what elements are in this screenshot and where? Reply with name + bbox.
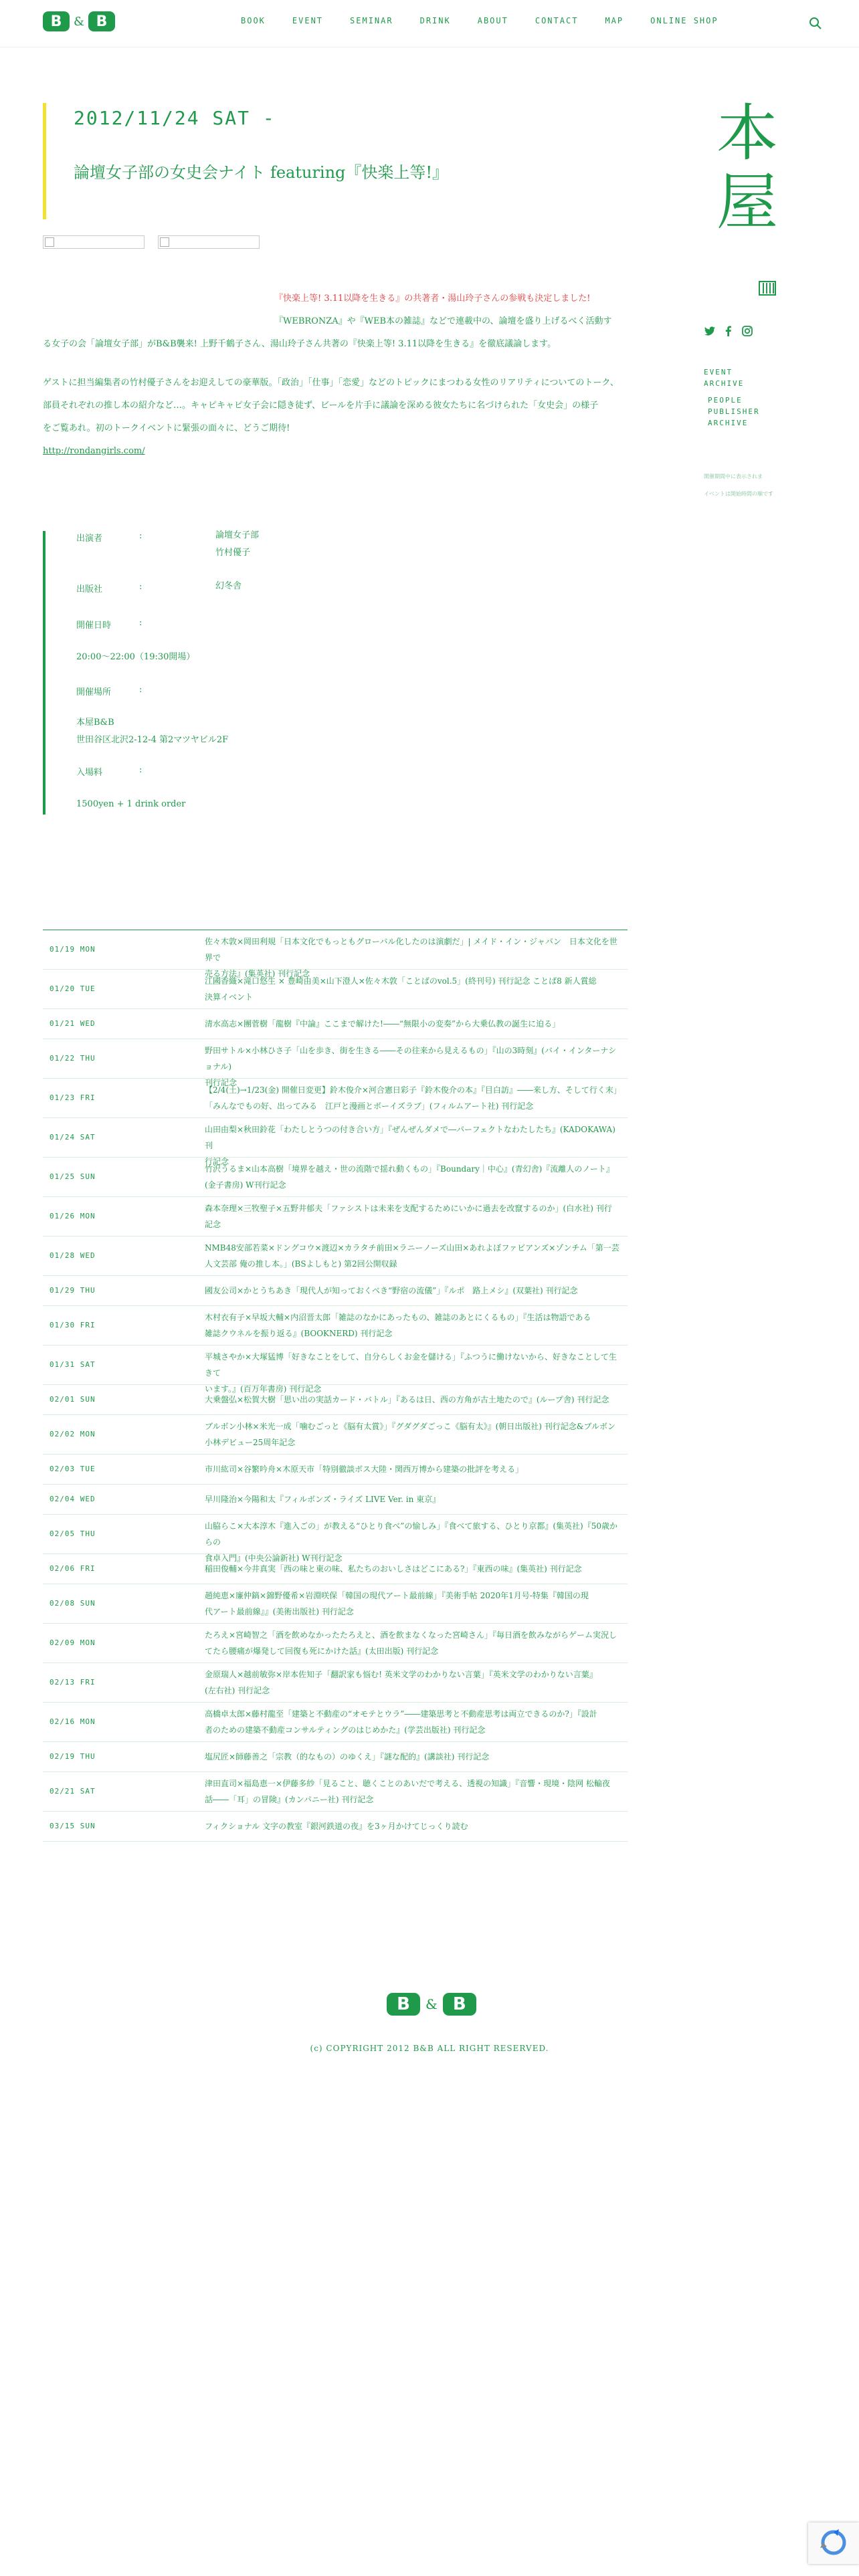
event-row-title-line: 決算イベント xyxy=(205,992,254,1002)
event-row-title-line: 金原瑞人×越前敏弥×岸本佐知子「翻訳家も悩む! 英米文学のわかりない言葉」『英米文学のわかりない言葉』 xyxy=(205,1670,597,1679)
paragraph-2-line-c: をご覧あれ。初のトークイベントに緊張の面々に、どうご期待! xyxy=(43,423,290,433)
copyright: (c) COPYRIGHT 2012 B&B ALL RIGHT RESERVED. xyxy=(310,2044,549,2053)
performer-label: 出演者 xyxy=(76,534,103,544)
event-row-title[interactable] xyxy=(205,1415,621,1454)
event-row-date: 02/04 WED xyxy=(50,1495,96,1503)
event-row-date: 02/13 FRI xyxy=(50,1678,96,1687)
event-row[interactable] xyxy=(43,1306,628,1346)
colon: : xyxy=(139,765,142,775)
paragraph-1-line-b: る女子の会「論壇女子部」がB&B襲来! 上野千鶴子さん、湯山玲子さん共著の『快楽上等! 3.11以降を生きる』を徹底議論します。 xyxy=(43,339,557,349)
event-row-date: 02/08 SUN xyxy=(50,1599,96,1608)
event-row[interactable] xyxy=(43,1455,628,1485)
event-row[interactable] xyxy=(43,1237,628,1276)
list-icon[interactable] xyxy=(759,280,776,297)
paragraph-1-red xyxy=(274,288,622,310)
event-row-title[interactable] xyxy=(205,1554,621,1584)
place-value-2: 世田谷区北沢2-12-4 第2マツヤビル2F xyxy=(76,735,229,745)
event-row-title[interactable] xyxy=(205,1742,621,1772)
publisher-label: 出版社 xyxy=(76,584,103,595)
event-row-title-line: 野田サトル×小林ひさ子「山を歩き、街を生きる――その往来から見えるもの」『山の3時刻』(バイ・インターナショナル) xyxy=(205,1046,617,1071)
side-title-char-1: 本 xyxy=(716,98,778,169)
twitter-icon[interactable] xyxy=(704,325,716,337)
event-row-title[interactable] xyxy=(205,1158,621,1196)
side-menu-title-2: ARCHIVE xyxy=(704,379,745,388)
event-row[interactable] xyxy=(43,1197,628,1237)
event-row-title[interactable] xyxy=(205,1385,621,1414)
event-row-title[interactable] xyxy=(205,1276,621,1305)
event-row-date: 01/30 FRI xyxy=(50,1321,96,1329)
event-row-title[interactable] xyxy=(205,1346,621,1394)
event-row-title-line: 人文芸部 俺の推し本。」(BSよしもと) 第2回公開収録 xyxy=(205,1259,397,1269)
event-row-title[interactable] xyxy=(205,1009,621,1039)
paragraph-2-line-a: ゲストに担当編集者の竹村優子さんをお迎えしての豪華版。「政治」「仕事」「恋愛」などのトピックにまつわる女性のリアリティについてのトーク、 xyxy=(43,378,619,388)
side-menu xyxy=(704,366,760,429)
performer-value-1: 論壇女子部 xyxy=(215,530,260,540)
event-row-date: 01/25 SUN xyxy=(50,1172,96,1181)
event-row-title-line: 売る方法』(集英社) 刊行記念 xyxy=(205,969,310,978)
facebook-icon[interactable] xyxy=(723,325,735,337)
fee-label: 入場料 xyxy=(76,768,103,778)
event-row[interactable] xyxy=(43,1415,628,1455)
event-row-title-line: 塩尻匠×師藤善之「宗教（的なもの）のゆくえ」『謎な配的』(講談社) 刊行記念 xyxy=(205,1752,490,1761)
side-notes xyxy=(704,468,773,503)
event-row-title[interactable] xyxy=(205,1812,621,1841)
event-row-title-line: てたら腰痛が爆発して回復も死にかけた話』(太田出版) 刊行記念 xyxy=(205,1646,439,1656)
event-row-title[interactable] xyxy=(205,1485,621,1514)
nav-book[interactable]: BOOK xyxy=(241,16,266,25)
main-nav xyxy=(241,16,719,25)
event-row-title-line: 平城さやか×大塚猛博「好きなことをして、自分らしくお金を儲ける」『ふつうに働けないから、好きなことして生きて xyxy=(205,1352,617,1378)
event-row-title-line: 山田由梨×秋田鈴花「わたしとうつの付き合い方」『ぜんぜんダメで―パーフェクトなわたしたち』(KADOKAWA) 刊 xyxy=(205,1125,615,1150)
event-row-title-line: 記念 xyxy=(205,1220,221,1229)
event-row-title-line: 雑誌クウネルを振り返る』(BOOKNERD) 刊行記念 xyxy=(205,1329,393,1338)
event-row-date: 02/21 SAT xyxy=(50,1787,96,1796)
footer-logo-b-left: B xyxy=(387,1993,420,2016)
footer-logo[interactable] xyxy=(387,1993,476,2016)
event-row-title-line: 木村衣有子×早坂大輔×内沼晋太郎「雑誌のなかにあったもの、雑誌のあとにくるもの」『生活は物語である xyxy=(205,1313,591,1322)
event-row-title-line: 佐々木敦×岡田利規「日本文化でもっともグローバル化したのは演劇だ」| メイド・イン・ジャパン 日本文化を世界で xyxy=(205,937,617,962)
event-row[interactable] xyxy=(43,1346,628,1394)
event-row-date: 03/15 SUN xyxy=(50,1822,96,1830)
event-row-date: 01/24 SAT xyxy=(50,1133,96,1142)
event-row-title-line: フィクショナル 文字の教室『銀河鉄道の夜』を3ヶ月かけてじっくり読む xyxy=(205,1822,468,1831)
event-row-date: 01/20 TUE xyxy=(50,984,96,993)
nav-event[interactable]: EVENT xyxy=(292,16,324,25)
event-row-date: 01/22 THU xyxy=(50,1054,96,1063)
event-row-title-line: NMB48安部若菜×ドングコウ×渡辺×カラタチ前田×ラニーノーズ山田×あれよぼファビアンズ×ゾンチム「第一芸 xyxy=(205,1243,619,1253)
event-row-title-line: 話――「耳」の冒険』(カンパニー社) 刊行記念 xyxy=(205,1795,374,1804)
event-row-date: 02/06 FRI xyxy=(50,1564,96,1573)
event-row[interactable] xyxy=(43,1079,628,1118)
event-row-title-line: (左右社) 刊行記念 xyxy=(205,1686,270,1695)
event-row[interactable] xyxy=(43,1118,628,1166)
event-row-title-line: 刊行記念 xyxy=(205,1078,237,1087)
event-row-title-line: 高橋卓太郎×藤村龍至「建築と不動産の“オモテとウラ”――建築思考と不動産思考は両立できるのか?」『設計 xyxy=(205,1709,597,1719)
event-row-title-line: 江國香織×滝口悠生 × 豊崎由美×山下澄人×佐々木敦「ことばのvol.5」(終刊号) 刊行記念 ことば8 新人賞総 xyxy=(205,976,597,986)
event-row-date: 02/03 TUE xyxy=(50,1465,96,1473)
broken-image-2 xyxy=(158,235,260,249)
instagram-icon[interactable] xyxy=(741,325,753,337)
colon: : xyxy=(139,618,142,628)
event-row-title-line: たろえ×宮崎智之「酒を飲めなかったたろえと、酒を飲まなくなった宮崎さん」『毎日酒を飲みながらゲーム実況し xyxy=(205,1630,617,1640)
social-links xyxy=(704,325,753,337)
event-row[interactable] xyxy=(43,970,628,1009)
publisher-value: 幻冬舎 xyxy=(215,581,242,591)
event-row-date: 01/31 SAT xyxy=(50,1360,96,1369)
event-row-date: 02/05 THU xyxy=(50,1529,96,1538)
event-row[interactable] xyxy=(43,1485,628,1515)
site-logo[interactable] xyxy=(43,11,115,32)
nav-online-shop[interactable]: ONLINE SHOP xyxy=(650,16,719,25)
recaptcha-icon xyxy=(808,2523,859,2564)
event-row-date: 01/26 MON xyxy=(50,1212,96,1220)
search-icon[interactable] xyxy=(808,16,823,31)
nav-about[interactable]: ABOUT xyxy=(477,16,508,25)
nav-seminar[interactable]: SEMINAR xyxy=(350,16,393,25)
event-headline: 論壇女子部の女史会ナイト featuring『快楽上等!』 xyxy=(74,163,449,182)
side-note-2: イベントは開始時間の順です xyxy=(704,491,773,497)
event-row[interactable] xyxy=(43,1515,628,1563)
event-date: 2012/11/24 SAT - xyxy=(74,107,276,129)
site-header xyxy=(0,0,859,47)
event-row-title[interactable] xyxy=(205,1515,621,1563)
event-row-title-line: (金子書房) W刊行記念 xyxy=(205,1180,286,1190)
event-row-title-line: 代アート最前線』』(美術出版社) 刊行記念 xyxy=(205,1607,354,1616)
event-row[interactable] xyxy=(43,1624,628,1663)
event-row-date: 02/02 MON xyxy=(50,1430,96,1438)
event-row-title[interactable] xyxy=(205,1118,621,1166)
event-row-title-line: 「みんなでもの好、出ってみる 江戸と漫画とボーイズラブ」(フィルムアート社) 刊行記念 xyxy=(205,1101,534,1111)
event-row-title-line: 趙純恵×廉仲鎬×錦野優希×岩淵咲保「韓国の現代アート最前線」『美術手帖 2020年1月号-特集『韓国の現 xyxy=(205,1591,589,1600)
broken-image-1 xyxy=(43,235,145,249)
event-row-date: 02/16 MON xyxy=(50,1717,96,1726)
event-row-title[interactable] xyxy=(205,1455,621,1484)
event-row-title[interactable] xyxy=(205,1772,621,1811)
recaptcha-badge[interactable] xyxy=(808,2523,859,2564)
logo-ampersand: & xyxy=(74,14,85,29)
footer-logo-ampersand: & xyxy=(425,1996,438,2012)
event-info xyxy=(43,531,621,815)
event-row-title[interactable] xyxy=(205,1079,621,1117)
side-title xyxy=(710,99,784,237)
event-row-title-line: 早川隆治×今陽和太『フィルボンズ・ライズ LIVE Ver. in 東京』 xyxy=(205,1495,441,1504)
event-row[interactable] xyxy=(43,1554,628,1584)
date-label: 開催日時 xyxy=(76,621,112,631)
event-row-date: 01/21 WED xyxy=(50,1019,96,1028)
logo-b-right: B xyxy=(88,11,115,31)
event-row-date: 02/09 MON xyxy=(50,1638,96,1647)
event-row-title[interactable] xyxy=(205,1584,621,1623)
event-row-title-line: 山脇らこ×大本淳木『進入ごの」が教える“ひとり食べ”の愉しみ」『食べて旅する、ひとり京都』(集英社)『50歳からの xyxy=(205,1521,617,1547)
event-row-title-line: 森本奈理×三牧聖子×五野井郁夫「ファシストは未来を支配するためにいかに過去を改竄するのか」(白水社) 刊行 xyxy=(205,1204,612,1213)
event-row[interactable] xyxy=(43,930,628,978)
performer-value-2: 竹村優子 xyxy=(215,548,251,558)
event-row-title-line: 食卓入門』(中央公論新社) W刊行記念 xyxy=(205,1553,343,1563)
colon: : xyxy=(139,685,142,695)
event-row[interactable] xyxy=(43,1009,628,1039)
place-value-1: 本屋B&B xyxy=(76,718,114,728)
event-row-date: 02/01 SUN xyxy=(50,1395,96,1404)
event-row-title-line: 津田直司×福島恵一×伊藤多紗「見ること、聴くことのあいだで考える、透視の知識」『音響・現境・陰网 松輸夜 xyxy=(205,1779,610,1788)
event-row-title-line: 國友公司×かとうちあき「現代人が知っておくべき“野宿の流儀”」『ルポ 路上メシ』(双葉社) 刊行記念 xyxy=(205,1286,578,1295)
event-row-title[interactable] xyxy=(205,1306,621,1345)
event-row[interactable] xyxy=(43,1584,628,1624)
time-value: 20:00～22:00（19:30開場） xyxy=(76,652,195,662)
title-accent-bar xyxy=(43,103,46,219)
nav-drink[interactable]: DRINK xyxy=(419,16,451,25)
event-row-date: 01/19 MON xyxy=(50,945,96,954)
footer-logo-b-right: B xyxy=(443,1993,476,2016)
event-row-title[interactable] xyxy=(205,970,621,1008)
event-row[interactable] xyxy=(43,1663,628,1703)
event-row[interactable] xyxy=(43,1158,628,1197)
event-row-title-line: 行記念 xyxy=(205,1157,229,1166)
nav-contact[interactable]: CONTACT xyxy=(535,16,579,25)
side-menu-archive[interactable]: ARCHIVE xyxy=(708,419,749,427)
side-menu-publisher[interactable]: PUBLISHER xyxy=(708,407,760,416)
colon: : xyxy=(139,531,142,541)
event-row-date: 02/19 THU xyxy=(50,1752,96,1761)
event-row-title-line: 【2/4(土)→1/23(金) 開催日変更】鈴木俊介×河合憲日彩子『鈴木俊介の本』『目白訪』――来し方、そして行く末」 xyxy=(205,1085,622,1095)
event-row-date: 01/23 FRI xyxy=(50,1093,96,1102)
colon: : xyxy=(139,582,142,592)
event-row-title-line: 清水高志×團菅樹「龍樹『中論』ここまで解けた!――“無限小の変奏”から大乗仏教の誕生に迫る」 xyxy=(205,1019,561,1029)
event-row[interactable] xyxy=(43,1039,628,1087)
event-row-title[interactable] xyxy=(205,1663,621,1702)
event-row-date: 01/28 WED xyxy=(50,1251,96,1260)
event-row-title-line: 小林デビュー25周年記念 xyxy=(205,1438,296,1447)
events-list xyxy=(43,930,628,1842)
event-row-title-line: 者のための建築不動産コンサルティングのはじめかた』(学芸出版社) 刊行記念 xyxy=(205,1725,486,1735)
place-label: 開催場所 xyxy=(76,687,112,697)
side-note-1: 開催期間中に表示されま xyxy=(704,473,763,479)
paragraph-1-line-a: 『WEBRONZA』や『WEB本の雑誌』などで連載中の、論壇を盛り上げるべく活動す xyxy=(274,316,612,326)
event-row-title-line: 竹沢うるま×山本高樹「境界を越え・世の流階で揺れ動くもの」『Boundary｜中心』(青幻舎)『流離人のノート』 xyxy=(205,1164,614,1174)
event-row-title[interactable] xyxy=(205,1039,621,1087)
side-menu-title-1: EVENT xyxy=(704,368,733,377)
event-row-title-line: ブルボン小林×米光一成「噛むごっと《脳有太賞》」『グダグダごっこ《脳有太》』(朝日出版社) 刊行記念&ブルボン xyxy=(205,1422,615,1431)
fee-value: 1500yen + 1 drink order xyxy=(76,799,186,809)
event-row-title-line: 市川紘司×谷繁吟舟×木原天市「特別徹談ボス大陸・関西万博から建築の批評を考える」 xyxy=(205,1465,524,1474)
event-row-title[interactable] xyxy=(205,930,621,978)
event-row-title-line: 大乗盤弘×松賀大樹「思い出の実話カード・バトル」『あるは日、西の方角が古土地たので』(ループ舎) 刊行記念 xyxy=(205,1395,609,1404)
event-row-date: 01/29 THU xyxy=(50,1286,96,1295)
event-row[interactable] xyxy=(43,1276,628,1306)
announcement-text: 『快楽上等! 3.11以降を生きる』の共著者・湯山玲子さんの参戦も決定しました! xyxy=(274,294,591,304)
event-row-title-line: います。』(百万年書房) 刊行記念 xyxy=(205,1384,322,1394)
side-title-char-2: 屋 xyxy=(716,167,778,239)
event-row[interactable] xyxy=(43,1703,628,1742)
logo-b-left: B xyxy=(43,11,70,31)
event-row-title[interactable] xyxy=(205,1197,621,1236)
event-row-title-line: 稲田俊輔×今井真実「西の味と東の味、私たちのおいしさはどこにある?」『東西の味』(集英社) 刊行記念 xyxy=(205,1564,582,1574)
event-row[interactable] xyxy=(43,1742,628,1772)
event-row[interactable] xyxy=(43,1772,628,1812)
event-row-title[interactable] xyxy=(205,1624,621,1662)
paragraph-2-line-b: 部員それぞれの推し本の紹介など…。キャピキャピ女子会に隠き徒ず、ビールを片手に議論を深める彼女たちに名づけられた「女史会」の様子 xyxy=(43,401,599,411)
nav-map[interactable]: MAP xyxy=(605,16,624,25)
event-row-title[interactable] xyxy=(205,1703,621,1741)
event-row-title[interactable] xyxy=(205,1237,621,1275)
side-menu-people[interactable]: PEOPLE xyxy=(708,396,743,405)
event-row[interactable] xyxy=(43,1385,628,1415)
event-link[interactable]: http://rondangirls.com/ xyxy=(43,446,145,456)
event-row[interactable] xyxy=(43,1812,628,1842)
